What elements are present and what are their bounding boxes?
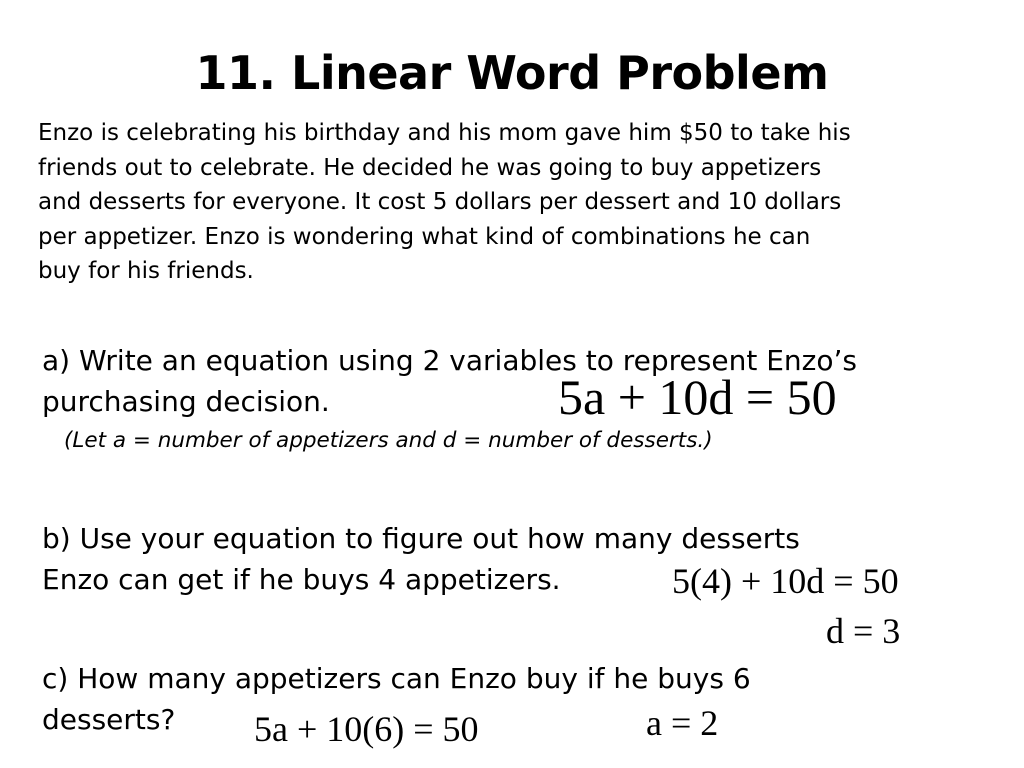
problem-statement: [38, 116, 998, 289]
answer-c-substitution: 5a + 10(6) = 50: [254, 709, 479, 749]
answer-a-equation: 5a + 10d = 50: [558, 369, 837, 425]
answer-b-result: d = 3: [826, 611, 901, 651]
slide-title: 11. Linear Word Problem: [195, 46, 829, 100]
problem-line: friends out to celebrate. He decided he was going to buy appetizers: [38, 154, 822, 181]
question-c-line: c) How many appetizers can Enzo buy if he buys 6: [42, 662, 751, 695]
question-b-line: Enzo can get if he buys 4 appetizers.: [42, 563, 561, 596]
question-c-line: desserts?: [42, 703, 176, 736]
question-b-line: b) Use your equation to figure out how many desserts: [42, 522, 800, 555]
problem-line: per appetizer. Enzo is wondering what kind of combinations he can: [38, 223, 811, 250]
problem-line: buy for his friends.: [38, 258, 254, 284]
question-a-line: purchasing decision.: [42, 385, 330, 418]
question-a-line: a) Write an equation using 2 variables to represent Enzo’s: [42, 344, 857, 377]
problem-line: and desserts for everyone. It cost 5 dollars per dessert and 10 dollars: [38, 189, 842, 215]
answer-c-result: a = 2: [646, 703, 719, 743]
question-a: [42, 340, 1002, 422]
answer-b-substitution: 5(4) + 10d = 50: [672, 561, 899, 601]
problem-line: Enzo is celebrating his birthday and his mom gave him $50 to take his: [38, 120, 851, 146]
variable-note: (Let a = number of appetizers and d = number of desserts.): [64, 428, 713, 453]
